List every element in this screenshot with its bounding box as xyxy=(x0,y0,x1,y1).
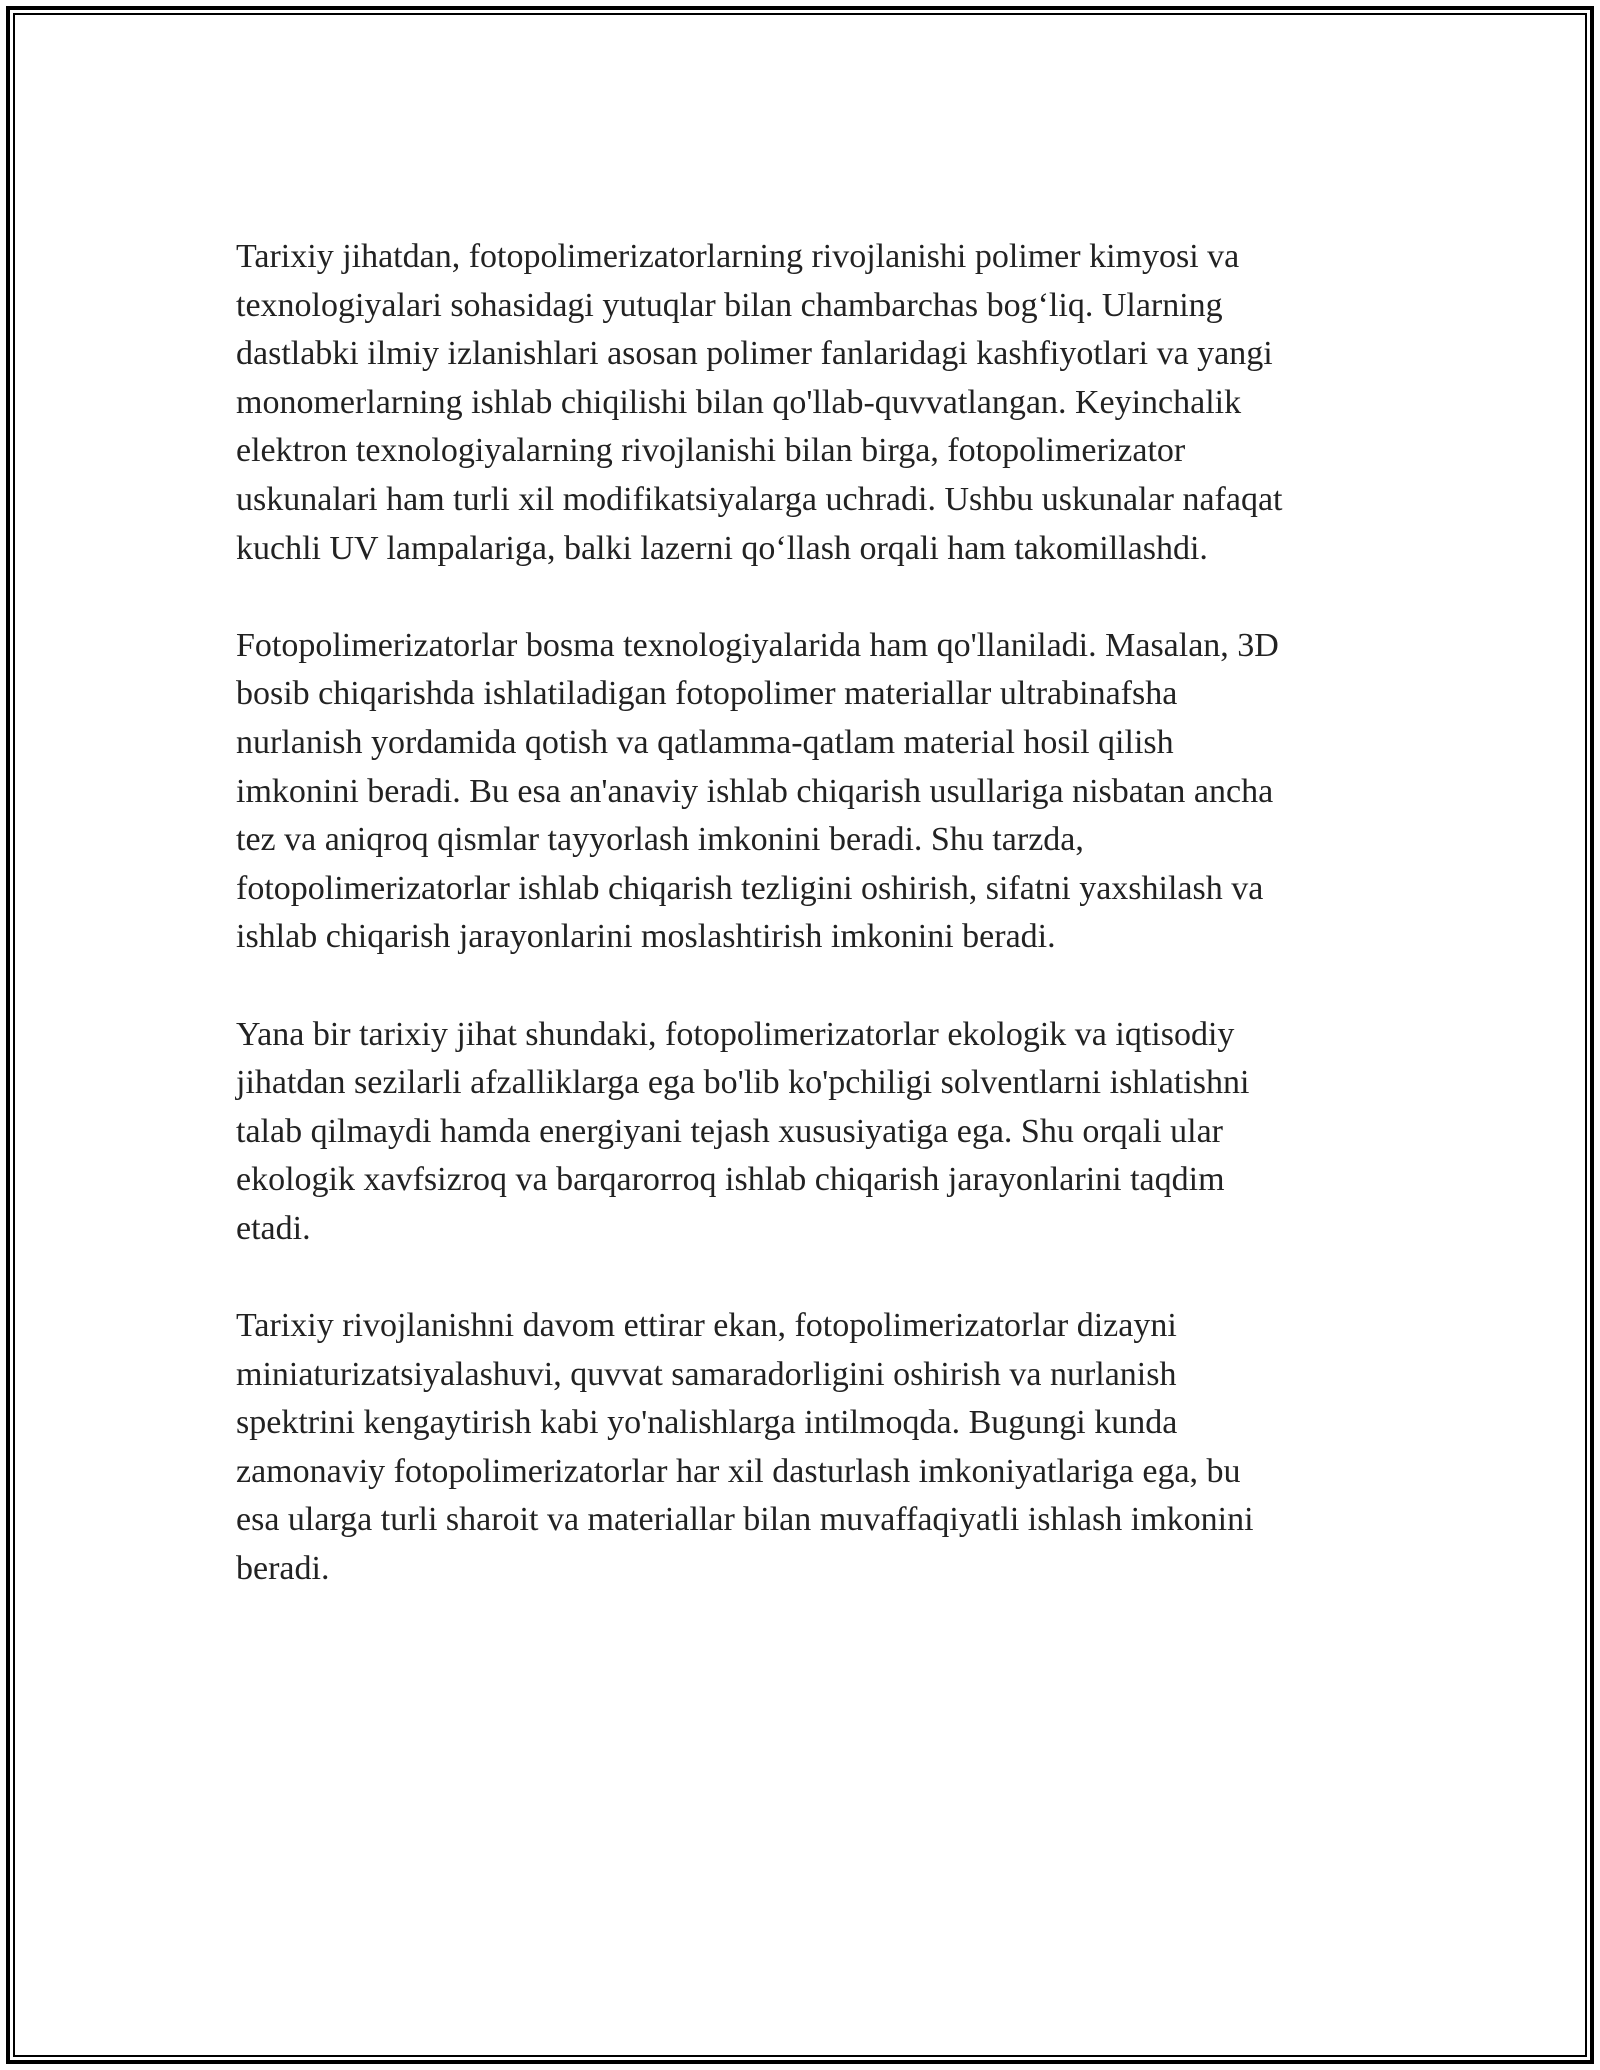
paragraph-3: Yana bir tarixiy jihat shundaki, fotopolimerizatorlar ekologik va iqtisodiy jihatdan sezilarli afzalliklarga ega bo'lib ko'pchiligi solventlarni ishlatishni talab qilmaydi hamda energiyani tejash xususiyatiga ega. Shu orqali ular ekologik xavfsizroq va barqarorroq ishlab chiqarish jarayonlarini taqdim etadi. xyxy=(236,1015,1250,1247)
paragraph-1: Tarixiy jihatdan, fotopolimerizatorlarning rivojlanishi polimer kimyosi va texnologiyalari sohasidagi yutuqlar bilan chambarchas bog‘liq. Ularning dastlabki ilmiy izlanishlari asosan polimer fanlaridagi kashfiyotlari va yangi monomerlarning ishlab chiqilishi bilan qo'llab-quvvatlangan. Keyinchalik elektron texnologiyalarning rivojlanishi bilan birga, fotopolimerizator uskunalari ham turli xil modifikatsiyalarga uchradi. Ushbu uskunalar nafaqat kuchli UV lampalariga, balki lazerni qo‘llash orqali ham takomillashdi. xyxy=(236,238,1283,567)
paragraph-2: Fotopolimerizatorlar bosma texnologiyalarida ham qo'llaniladi. Masalan, 3D bosib chiqarishda ishlatiladigan fotopolimer materiallar ultrabinafsha nurlanish yordamida qotish va qatlamma-qatlam material hosil qilish imkonini beradi. Bu esa an'anaviy ishlab chiqarish usullariga nisbatan ancha tez va aniqroq qismlar tayyorlash imkonini beradi. Shu tarzda, fotopolimerizatorlar ishlab chiqarish tezligini oshirish, sifatni yaxshilash va ishlab chiqarish jarayonlarini moslashtirish imkonini beradi. xyxy=(236,626,1279,956)
document-body xyxy=(236,233,1361,1642)
paragraph-4: Tarixiy rivojlanishni davom ettirar ekan, fotopolimerizatorlar dizayni miniaturizatsiyalashuvi, quvvat samaradorligini oshirish va nurlanish spektrini kengaytirish kabi yo'nalishlarga intilmoqda. Bugungi kunda zamonaviy fotopolimerizatorlar har xil dasturlash imkoniyatlariga ega, bu esa ularga turli sharoit va materiallar bilan muvaffaqiyatli ishlash imkonini beradi. xyxy=(236,1307,1254,1588)
